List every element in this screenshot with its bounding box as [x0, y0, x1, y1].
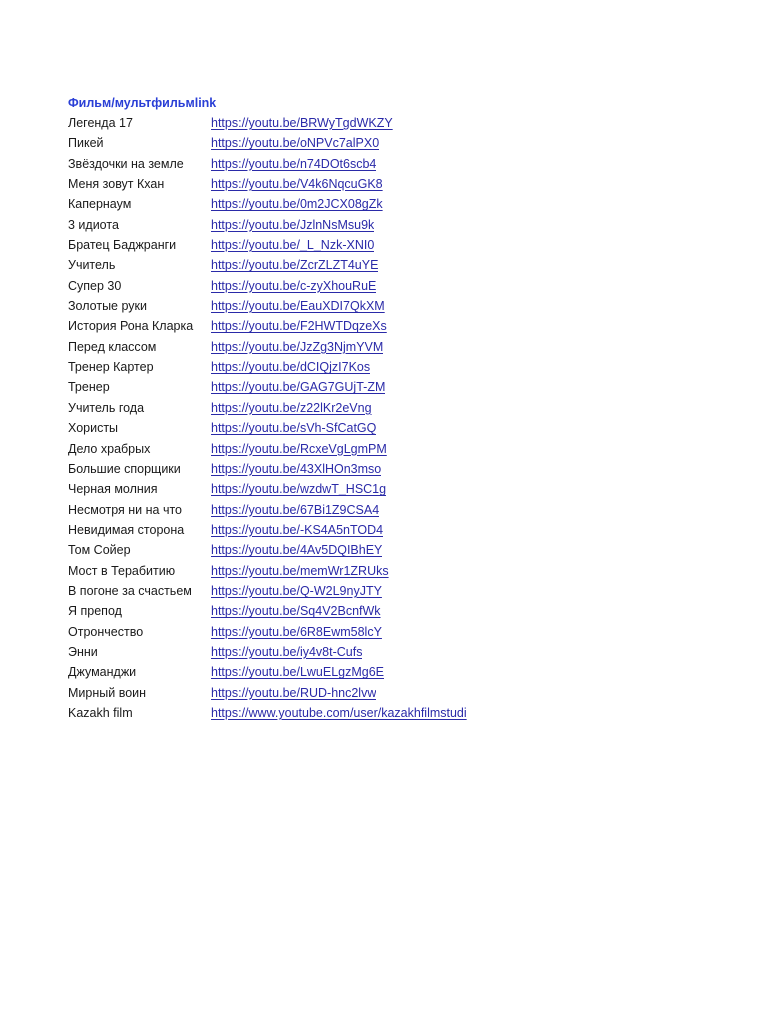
film-title-cell: Капернаум [68, 197, 132, 212]
table-row [68, 215, 708, 235]
film-link[interactable]: https://youtu.be/BRWyTgdWKZY [211, 116, 393, 130]
film-title-cell: Невидимая сторона [68, 522, 185, 537]
film-title-cell: Супер 30 [68, 278, 122, 293]
table-header-row [68, 93, 708, 113]
film-title-cell: Звёздочки на земле [68, 156, 184, 171]
table-row [68, 540, 708, 560]
table-row [68, 276, 708, 296]
film-link[interactable]: https://youtu.be/z22lKr2eVng [211, 400, 372, 415]
film-link[interactable]: https://youtu.be/6R8Ewm58lcY [211, 624, 382, 639]
film-title-cell: Мост в Терабитию [68, 563, 176, 578]
film-link[interactable]: https://youtu.be/Sq4V2BcnfWk [211, 604, 381, 619]
column-header-link: link [194, 96, 217, 110]
film-title-cell: Братец Баджранги [68, 238, 177, 253]
film-link[interactable]: https://youtu.be/n74DOt6scb4 [211, 156, 377, 171]
table-row [68, 418, 708, 438]
film-link[interactable]: https://youtu.be/LwuELgzMg6E [211, 665, 385, 680]
table-row [68, 113, 708, 133]
film-link[interactable]: https://youtu.be/Q-W2L9nyJTY [211, 583, 382, 598]
film-title-cell: Энни [68, 644, 98, 659]
film-title-cell: Джуманджи [68, 665, 137, 680]
table-row [68, 561, 708, 581]
film-link[interactable]: https://youtu.be/RUD-hnc2lvw [211, 685, 377, 700]
table-row [68, 479, 708, 499]
table-row [68, 662, 708, 682]
film-link[interactable]: https://youtu.be/memWr1ZRUks [211, 563, 389, 578]
table-row [68, 174, 708, 194]
film-link[interactable]: https://youtu.be/JzlnNsMsu9k [211, 217, 375, 232]
table-row [68, 601, 708, 621]
film-link[interactable]: https://youtu.be/oNPVc7alPX0 [211, 136, 380, 151]
film-title-cell: Дело храбрых [68, 441, 151, 456]
table-row [68, 642, 708, 662]
film-title-cell: В погоне за счастьем [68, 583, 192, 598]
table-row [68, 581, 708, 601]
table-row [68, 296, 708, 316]
film-link[interactable]: https://youtu.be/dCIQjzI7Kos [211, 360, 371, 375]
film-link[interactable]: https://youtu.be/4Av5DQIBhEY [211, 543, 383, 558]
table-row [68, 316, 708, 336]
film-title-cell: Черная молния [68, 482, 158, 497]
film-link[interactable]: https://youtu.be/ZcrZLZT4uYE [211, 258, 379, 273]
film-title-cell: 3 идиота [68, 217, 119, 232]
film-title-cell: Тренер [68, 380, 110, 395]
film-link[interactable]: https://www.youtube.com/user/kazakhfilmstudi [211, 705, 467, 720]
film-link[interactable]: https://youtu.be/F2HWTDqzeXs [211, 319, 387, 334]
film-link[interactable]: https://youtu.be/67Bi1Z9CSA4 [211, 502, 380, 517]
film-title-cell: Золотые руки [68, 299, 147, 314]
film-title-cell: Kazakh film [68, 705, 133, 720]
film-link-table [68, 93, 708, 723]
film-link[interactable]: https://youtu.be/sVh-SfCatGQ [211, 421, 377, 436]
film-title-cell: Пикей [68, 136, 104, 151]
film-title-cell: Несмотря ни на что [68, 502, 183, 517]
film-link[interactable]: https://youtu.be/GAG7GUjT-ZM [211, 380, 386, 395]
table-row [68, 357, 708, 377]
table-row [68, 622, 708, 642]
table-row [68, 520, 708, 540]
film-title-cell: Тренер Картер [68, 360, 154, 375]
film-link[interactable]: https://youtu.be/-KS4A5nTOD4 [211, 522, 384, 537]
film-title-cell: История Рона Кларка [68, 319, 194, 334]
film-link[interactable]: https://youtu.be/EauXDI7QkXM [211, 299, 385, 314]
film-title-cell: Том Сойер [68, 543, 131, 558]
film-title-cell: Отрончество [68, 624, 144, 639]
film-link[interactable]: https://youtu.be/0m2JCX08gZk [211, 197, 383, 212]
table-row [68, 377, 708, 397]
table-row [68, 439, 708, 459]
film-title-cell: Я препод [68, 604, 122, 619]
film-title-cell: Меня зовут Кхан [68, 177, 165, 192]
film-title-cell: Большие спорщики [68, 461, 181, 476]
film-title-cell: Хористы [68, 421, 119, 436]
table-row [68, 133, 708, 153]
table-row [68, 337, 708, 357]
film-link[interactable]: https://youtu.be/iy4v8t-Cufs [211, 644, 363, 659]
film-link[interactable]: https://youtu.be/c-zyXhouRuE [211, 278, 377, 293]
table-row [68, 683, 708, 703]
film-title-cell: Мирный воин [68, 685, 147, 700]
table-row [68, 154, 708, 174]
film-link[interactable]: https://youtu.be/wzdwT_HSC1g [211, 482, 387, 497]
film-title-cell: Перед классом [68, 339, 157, 354]
table-row [68, 235, 708, 255]
film-link[interactable]: https://youtu.be/43XlHOn3mso [211, 461, 382, 476]
column-header-film: Фильм/мультфильм [68, 96, 195, 110]
table-row [68, 398, 708, 418]
table-row [68, 459, 708, 479]
table-row [68, 703, 708, 723]
film-title-cell: Учитель [68, 258, 116, 273]
film-title-cell: Легенда 17 [68, 116, 133, 130]
film-link[interactable]: https://youtu.be/RcxeVgLgmPM [211, 441, 387, 456]
table-body [68, 113, 708, 723]
film-link[interactable]: https://youtu.be/_L_Nzk-XNI0 [211, 238, 375, 253]
film-link[interactable]: https://youtu.be/V4k6NqcuGK8 [211, 177, 383, 192]
table-row [68, 255, 708, 275]
film-link[interactable]: https://youtu.be/JzZg3NjmYVM [211, 339, 384, 354]
film-title-cell: Учитель года [68, 400, 145, 415]
table-row [68, 500, 708, 520]
table-row [68, 194, 708, 214]
